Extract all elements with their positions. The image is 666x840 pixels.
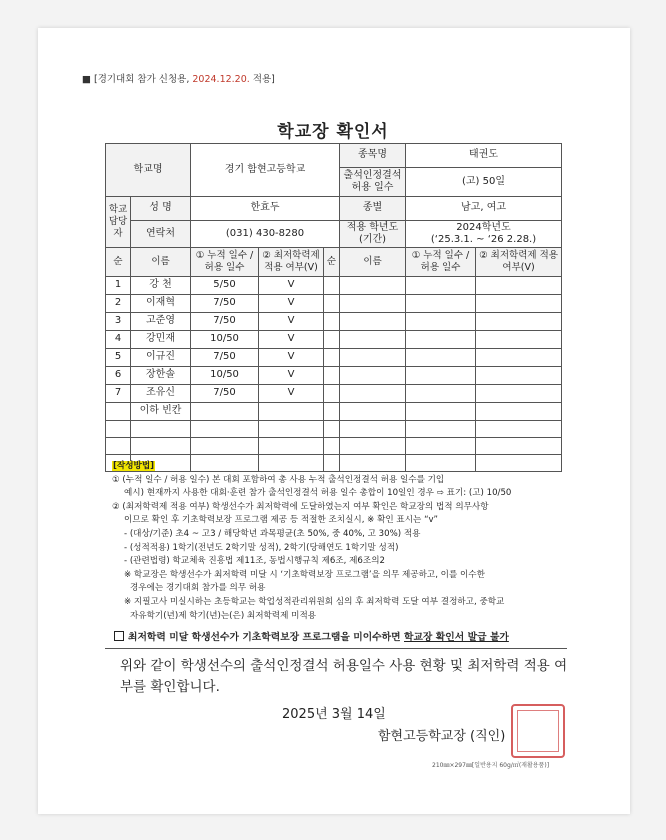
writing-instructions [112,460,572,623]
gender-label: 종별 [340,197,406,221]
col-name-right: 이름 [340,248,406,277]
table-row: 3 고준영 7/50 V [106,313,562,331]
instruction-line: ※ 지필고사 미실시하는 초등학교는 학업성적관리위원회 심의 후 최저학력 도달 여부 결정하고, 중학교 [124,596,505,607]
blank-note: 이하 빈칸 [131,403,191,421]
checkbox-square-icon [114,631,124,641]
table-row: 2 이재혁 7/50 V [106,295,562,313]
form-header-note: ■ [경기대회 참가 신청용, 2024.12.20. 적용] [82,74,275,85]
final-warning: 최저학력 미달 학생선수가 기초학력보장 프로그램을 미이수하면 학교장 확인서 발급 불가 [114,629,509,643]
manager-label: 학교 담당자 [106,197,131,248]
sign-date: 2025년 3월 14일 [282,707,386,722]
col-days-right: ① 누적 일수 / 허용 일수 [406,248,476,277]
table-row: 4 강민재 10/50 V [106,331,562,349]
table-row: 7 조유신 7/50 V [106,385,562,403]
instruction-line: ① (누적 일수 / 허용 일수) 본 대회 포함하여 총 사용 누적 출석인정결석 허용 일수를 기입 [112,474,445,485]
manager-name: 한효두 [191,197,340,221]
gender-value: 남고, 여고 [406,197,562,221]
name-label: 성 명 [131,197,191,221]
col-days-left: ① 누적 일수 / 허용 일수 [191,248,259,277]
instruction-line: ② (최저학력제 적용 여부) 학생선수가 최저학력에 도달하였는지 여부 확인은 학교장의 법적 의무사항 [112,501,489,512]
col-no-right: 순 [324,248,340,277]
divider [105,648,567,649]
year-label: 적용 학년도 (기간) [340,221,406,248]
table-row: 1 강 천 5/50 V [106,277,562,295]
instruction-line: 예시) 현재까지 사용한 대회·훈련 참가 출석인정결석 허용 일수 총합이 10일인 경우 ⇨ 표기: (고) 10/50 [124,488,512,499]
instructions-label: [작성방법] [113,461,155,471]
info-table [105,143,562,472]
col-apply-right: ② 최저학력제 적용 여부(V) [476,248,562,277]
allow-days-label: 출석인정결석 허용 일수 [340,168,406,197]
sport-value: 태권도 [406,144,562,168]
table-row [106,421,562,438]
instruction-line: 자유학기(년)제 학기(년)는(은) 최저학력제 미적용 [130,610,317,621]
document-title: 학교장 확인서 [277,122,389,142]
contact-value: (031) 430-8280 [191,221,340,248]
instruction-line: - (성적적용) 1학기(전년도 2학기말 성적), 2학기(당해연도 1학기말 성적) [124,542,399,553]
sport-label: 종목명 [340,144,406,168]
official-seal-icon [511,704,565,758]
principal-signature: 함현고등학교장 (직인) [378,729,506,744]
instruction-line: - (대상/기준) 초4 ~ 고3 / 해당학년 과목평균(초 50%, 중 40%, 고 30%) 적용 [124,528,421,539]
col-name-left: 이름 [131,248,191,277]
table-row: 6 장한솔 10/50 V [106,367,562,385]
instruction-line: 이므로 확인 후 기초학력보장 프로그램 제공 등 적절한 조치실시, ※ 확인 표시는 “v” [124,515,438,526]
confirmation-text: 위와 같이 학생선수의 출석인정결석 허용일수 사용 현황 및 최저학력 적용 여부를 확인합니다. [120,658,568,695]
col-no-left: 순 [106,248,131,277]
table-row [106,403,562,421]
contact-label: 연락처 [131,221,191,248]
school-value: 경기 함현고등학교 [191,144,340,197]
col-apply-left: ② 최저학력제 적용 여부(V) [259,248,324,277]
table-row [106,438,562,455]
allow-days-value: (고) 50일 [406,168,562,197]
school-label: 학교명 [106,144,191,197]
instruction-line: - (관련법령) 학교체육 진흥법 제11조, 동법시행규칙 제6조, 제6조의2 [124,556,385,567]
year-value: 2024학년도 (‘25.3.1. ~ ‘26 2.28.) [406,221,562,248]
instruction-line: 경우에는 경기대회 참가를 의무 허용 [130,583,266,594]
table-row: 5 이규진 7/50 V [106,349,562,367]
paper-spec-footer: 210㎜×297㎜[일반용지 60g/㎡(재활용품)] [432,762,550,769]
instruction-line: ※ 학교장은 학생선수가 최저학력 미달 시 ‘기초학력보장 프로그램’을 의무 제공하고, 이를 이수한 [124,569,485,580]
